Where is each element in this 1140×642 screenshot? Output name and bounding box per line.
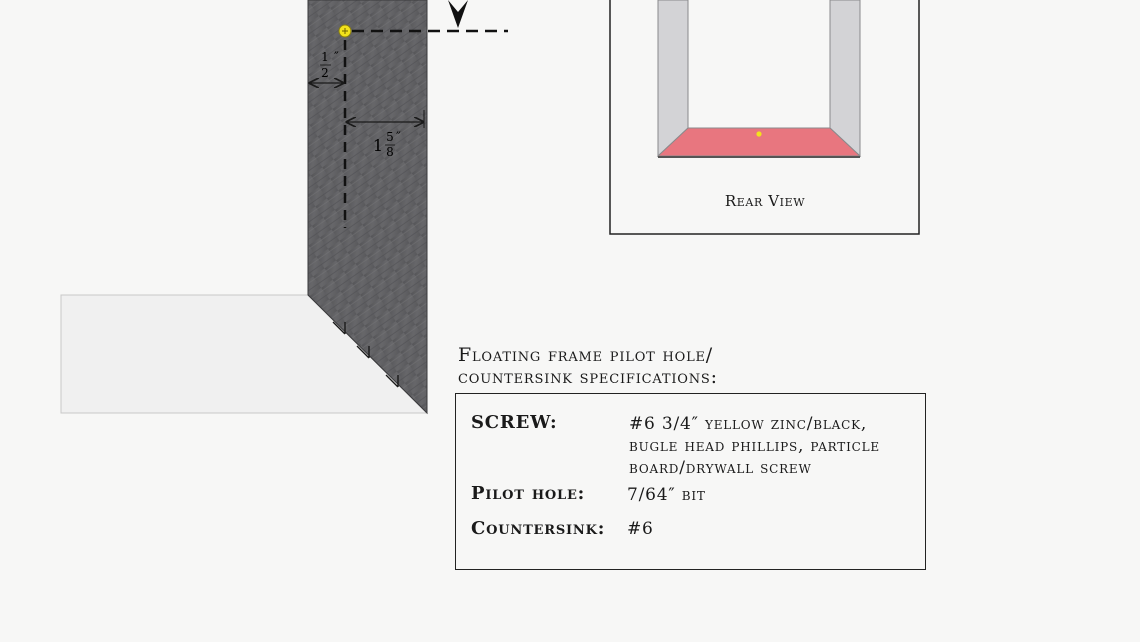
five-eighths-whole: 1: [372, 136, 384, 155]
spec-heading-line-2: countersink specifications:: [458, 366, 718, 388]
countersink-value: #6: [627, 519, 654, 539]
five-eighths-numerator: 5: [386, 130, 394, 144]
spec-heading: [458, 344, 718, 388]
half-inch-mark: ″: [334, 50, 339, 65]
countersink-label: Countersink:: [471, 518, 606, 539]
rear-screw-dot-icon: [756, 131, 761, 136]
spec-heading-line-1: Floating frame pilot hole/: [458, 344, 713, 366]
screw-value: [629, 413, 880, 479]
screw-value-line-2: bugle head phillips, particle: [629, 436, 880, 456]
five-eighths-inch-mark: ″: [396, 130, 401, 145]
screw-label: SCREW:: [471, 412, 558, 433]
screw-value-line-3: board/drywall screw: [629, 458, 812, 478]
five-eighths-denominator: 8: [386, 145, 394, 159]
screw-value-line-1: #6 3/4″ yellow zinc/black,: [629, 414, 868, 434]
spec-table: [455, 393, 926, 570]
half-inch-numerator: 1: [321, 50, 329, 64]
pilot-hole-value: 7/64″ bit: [627, 485, 706, 505]
rear-view-caption: Rear View: [724, 192, 806, 210]
pilot-hole-label: Pilot hole:: [471, 483, 586, 504]
screw-location-icon: [339, 25, 351, 37]
down-arrow-icon: [448, 0, 468, 28]
half-inch-denominator: 2: [321, 66, 329, 80]
